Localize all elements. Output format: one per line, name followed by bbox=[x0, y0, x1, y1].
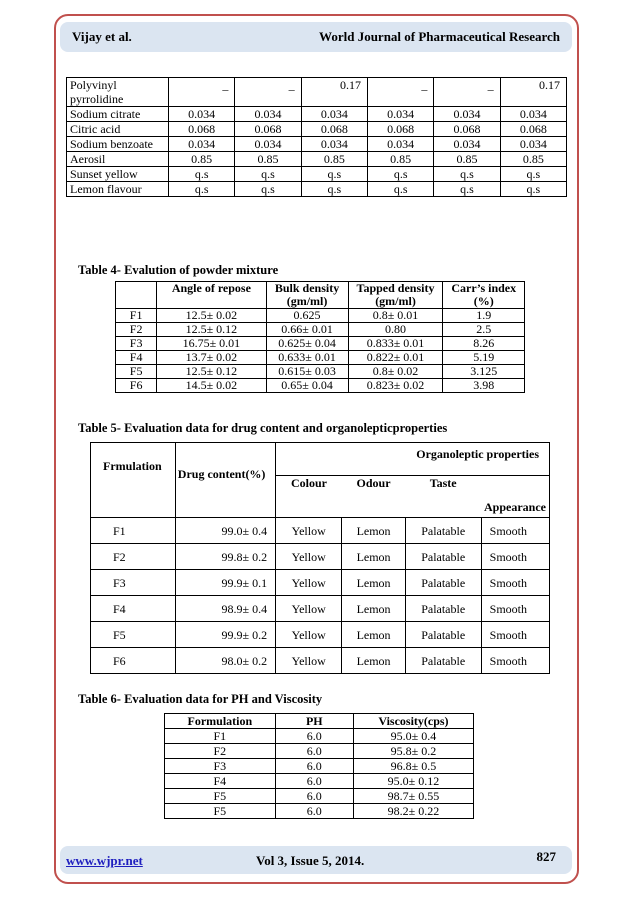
ingredient-amount: _ bbox=[235, 78, 301, 107]
table-cell: 6.0 bbox=[275, 744, 353, 759]
table-cell: 0.823± 0.02 bbox=[348, 379, 443, 393]
table-cell: 0.66± 0.01 bbox=[266, 323, 348, 337]
ingredient-amount: q.s bbox=[235, 182, 301, 197]
table-cell: Palatable bbox=[405, 596, 481, 622]
table-cell: F3 bbox=[91, 570, 176, 596]
table-row bbox=[165, 744, 474, 759]
header-colour: Colour bbox=[276, 476, 342, 518]
ingredient-amount: 0.85 bbox=[500, 152, 566, 167]
ingredient-amount: 0.85 bbox=[169, 152, 235, 167]
column-header: Tapped density (gm/ml) bbox=[348, 282, 443, 309]
ingredient-amount: q.s bbox=[367, 182, 433, 197]
table-cell: F5 bbox=[116, 365, 157, 379]
table-cell: 99.8± 0.2 bbox=[175, 544, 275, 570]
table-cell: Lemon bbox=[342, 518, 406, 544]
table-cell: 12.5± 0.12 bbox=[157, 323, 266, 337]
ingredient-amount: 0.85 bbox=[235, 152, 301, 167]
ingredient-amount: 0.068 bbox=[235, 122, 301, 137]
ingredient-amount: q.s bbox=[434, 167, 500, 182]
table-cell: Smooth bbox=[481, 622, 550, 648]
table-cell: 12.5± 0.02 bbox=[157, 309, 266, 323]
formulation-table-continued bbox=[66, 77, 567, 197]
table-cell: 0.833± 0.01 bbox=[348, 337, 443, 351]
table-cell: 0.80 bbox=[348, 323, 443, 337]
table-cell: Lemon bbox=[342, 648, 406, 674]
table-cell: Smooth bbox=[481, 518, 550, 544]
table-cell: Lemon bbox=[342, 596, 406, 622]
table-row bbox=[67, 107, 567, 122]
ingredient-amount: 0.034 bbox=[301, 137, 367, 152]
table-cell: F5 bbox=[165, 789, 276, 804]
table-row bbox=[67, 122, 567, 137]
column-header: Carr’s index (%) bbox=[443, 282, 525, 309]
ingredient-amount: q.s bbox=[367, 167, 433, 182]
ingredient-amount: q.s bbox=[500, 167, 566, 182]
table-cell: 95.0± 0.12 bbox=[353, 774, 473, 789]
header-appearance: Appearance bbox=[481, 476, 550, 518]
ingredient-name: Polyvinyl pyrrolidine bbox=[67, 78, 169, 107]
table-row bbox=[165, 789, 474, 804]
ingredient-amount: q.s bbox=[301, 182, 367, 197]
table-cell: Smooth bbox=[481, 596, 550, 622]
table-row bbox=[67, 182, 567, 197]
ingredient-amount: q.s bbox=[169, 167, 235, 182]
header-authors: Vijay et al. bbox=[72, 29, 132, 44]
table-cell: 1.9 bbox=[443, 309, 525, 323]
ingredient-amount: q.s bbox=[169, 182, 235, 197]
table-cell: F1 bbox=[116, 309, 157, 323]
ingredient-amount: q.s bbox=[301, 167, 367, 182]
table-cell: F5 bbox=[91, 622, 176, 648]
ingredient-amount: 0.068 bbox=[367, 122, 433, 137]
table-row bbox=[165, 729, 474, 744]
table-cell: 98.7± 0.55 bbox=[353, 789, 473, 804]
table-cell: F1 bbox=[165, 729, 276, 744]
table-row bbox=[67, 167, 567, 182]
table-row bbox=[116, 351, 525, 365]
header-taste: Taste bbox=[429, 476, 457, 490]
journal-url-link[interactable]: www.wjpr.net bbox=[66, 853, 143, 868]
header-drug-content: Drug content(%) bbox=[175, 443, 275, 518]
table-cell: Yellow bbox=[276, 648, 342, 674]
ingredient-amount: q.s bbox=[235, 167, 301, 182]
ingredient-name: Sunset yellow bbox=[67, 167, 169, 182]
table-cell: 2.5 bbox=[443, 323, 525, 337]
table-cell: F1 bbox=[91, 518, 176, 544]
table-cell: F4 bbox=[91, 596, 176, 622]
table-cell: 6.0 bbox=[275, 729, 353, 744]
table-cell: 0.615± 0.03 bbox=[266, 365, 348, 379]
ingredient-amount: 0.068 bbox=[500, 122, 566, 137]
header-formulation: Frmulation bbox=[91, 443, 176, 518]
table-cell: 16.75± 0.01 bbox=[157, 337, 266, 351]
header-organoleptic: Organoleptic properties bbox=[276, 443, 550, 476]
ph-viscosity-table bbox=[164, 713, 474, 819]
table-cell: F6 bbox=[116, 379, 157, 393]
table-cell: Palatable bbox=[405, 570, 481, 596]
table-row bbox=[91, 622, 550, 648]
table-cell: Palatable bbox=[405, 544, 481, 570]
table-cell: 0.822± 0.01 bbox=[348, 351, 443, 365]
table-row bbox=[91, 596, 550, 622]
table-cell: Smooth bbox=[481, 648, 550, 674]
column-header: PH bbox=[275, 714, 353, 729]
table-cell: F2 bbox=[165, 744, 276, 759]
table-cell: 98.9± 0.4 bbox=[175, 596, 275, 622]
table-row bbox=[67, 78, 567, 107]
table-cell: F2 bbox=[91, 544, 176, 570]
ingredient-amount: 0.034 bbox=[301, 107, 367, 122]
table-cell: 0.65± 0.04 bbox=[266, 379, 348, 393]
column-header: Angle of repose bbox=[157, 282, 266, 309]
table-cell: F3 bbox=[165, 759, 276, 774]
table-cell: 6.0 bbox=[275, 774, 353, 789]
table-row bbox=[91, 648, 550, 674]
table-cell: Palatable bbox=[405, 622, 481, 648]
ingredient-name: Citric acid bbox=[67, 122, 169, 137]
ingredient-amount: 0.034 bbox=[500, 107, 566, 122]
table-cell: 3.125 bbox=[443, 365, 525, 379]
table-row bbox=[67, 152, 567, 167]
table-row bbox=[116, 337, 525, 351]
ingredient-amount: _ bbox=[434, 78, 500, 107]
table-cell: 0.8± 0.01 bbox=[348, 309, 443, 323]
column-header bbox=[116, 282, 157, 309]
table-cell: 5.19 bbox=[443, 351, 525, 365]
table-cell: 99.9± 0.1 bbox=[175, 570, 275, 596]
ingredient-amount: q.s bbox=[434, 182, 500, 197]
table6-caption: Table 6- Evaluation data for PH and Viscosity bbox=[78, 692, 323, 706]
table-cell: Yellow bbox=[276, 596, 342, 622]
table-cell: 0.625± 0.04 bbox=[266, 337, 348, 351]
table-cell: 13.7± 0.02 bbox=[157, 351, 266, 365]
table-row bbox=[91, 544, 550, 570]
table-cell: 95.8± 0.2 bbox=[353, 744, 473, 759]
table-cell: F4 bbox=[165, 774, 276, 789]
table-cell: Lemon bbox=[342, 570, 406, 596]
table-cell: 96.8± 0.5 bbox=[353, 759, 473, 774]
table-cell: Lemon bbox=[342, 622, 406, 648]
ingredient-amount: 0.034 bbox=[169, 107, 235, 122]
page-number: 827 bbox=[536, 849, 556, 864]
running-header bbox=[60, 22, 572, 52]
ingredient-amount: _ bbox=[367, 78, 433, 107]
table-cell: Palatable bbox=[405, 648, 481, 674]
table-cell: 6.0 bbox=[275, 789, 353, 804]
ingredient-amount: 0.17 bbox=[500, 78, 566, 107]
ingredient-amount: 0.034 bbox=[235, 107, 301, 122]
table-cell: 98.0± 0.2 bbox=[175, 648, 275, 674]
column-header: Formulation bbox=[165, 714, 276, 729]
ingredient-amount: 0.068 bbox=[169, 122, 235, 137]
table-cell: F3 bbox=[116, 337, 157, 351]
table-cell: Smooth bbox=[481, 544, 550, 570]
column-header: Bulk density (gm/ml) bbox=[266, 282, 348, 309]
ingredient-amount: 0.85 bbox=[301, 152, 367, 167]
ingredient-amount: 0.034 bbox=[367, 137, 433, 152]
table-cell: 98.2± 0.22 bbox=[353, 804, 473, 819]
ingredient-amount: 0.068 bbox=[434, 122, 500, 137]
running-footer bbox=[60, 846, 572, 874]
ingredient-amount: 0.034 bbox=[367, 107, 433, 122]
table-cell: 99.0± 0.4 bbox=[175, 518, 275, 544]
ingredient-amount: 0.034 bbox=[235, 137, 301, 152]
table-row bbox=[116, 309, 525, 323]
powder-mixture-table bbox=[115, 281, 525, 393]
table-cell: 0.8± 0.02 bbox=[348, 365, 443, 379]
ingredient-amount: 0.85 bbox=[434, 152, 500, 167]
table-cell: F6 bbox=[91, 648, 176, 674]
ingredient-amount: 0.034 bbox=[434, 137, 500, 152]
ingredient-amount: 0.034 bbox=[169, 137, 235, 152]
table5-caption: Table 5- Evaluation data for drug content and organolepticproperties bbox=[78, 421, 448, 435]
drug-content-table bbox=[90, 442, 550, 674]
ingredient-amount: 0.17 bbox=[301, 78, 367, 107]
table-cell: 95.0± 0.4 bbox=[353, 729, 473, 744]
volume-issue: Vol 3, Issue 5, 2014. bbox=[256, 853, 365, 868]
table-row bbox=[91, 518, 550, 544]
table-cell: Yellow bbox=[276, 570, 342, 596]
table-row bbox=[116, 323, 525, 337]
column-header: Viscosity(cps) bbox=[353, 714, 473, 729]
table-row bbox=[165, 774, 474, 789]
table-cell: 3.98 bbox=[443, 379, 525, 393]
table-row bbox=[165, 759, 474, 774]
table-cell: F4 bbox=[116, 351, 157, 365]
table-cell: 99.9± 0.2 bbox=[175, 622, 275, 648]
ingredient-amount: 0.034 bbox=[434, 107, 500, 122]
table-row bbox=[67, 137, 567, 152]
table-cell: 12.5± 0.12 bbox=[157, 365, 266, 379]
header-odour: Odour bbox=[356, 476, 391, 490]
table-cell: Yellow bbox=[276, 544, 342, 570]
table-cell: 8.26 bbox=[443, 337, 525, 351]
table-cell: Yellow bbox=[276, 622, 342, 648]
table4-caption: Table 4- Evalution of powder mixture bbox=[78, 263, 279, 277]
table-cell: F5 bbox=[165, 804, 276, 819]
table-cell: Palatable bbox=[405, 518, 481, 544]
ingredient-amount: q.s bbox=[500, 182, 566, 197]
ingredient-name: Sodium citrate bbox=[67, 107, 169, 122]
table-row bbox=[116, 365, 525, 379]
table-cell: Smooth bbox=[481, 570, 550, 596]
table-cell: F2 bbox=[116, 323, 157, 337]
ingredient-amount: 0.068 bbox=[301, 122, 367, 137]
ingredient-amount: 0.85 bbox=[367, 152, 433, 167]
table-row bbox=[91, 570, 550, 596]
table-cell: 0.633± 0.01 bbox=[266, 351, 348, 365]
table-cell: 6.0 bbox=[275, 804, 353, 819]
ingredient-amount: 0.034 bbox=[500, 137, 566, 152]
table-cell: Yellow bbox=[276, 518, 342, 544]
ingredient-amount: _ bbox=[169, 78, 235, 107]
ingredient-name: Sodium benzoate bbox=[67, 137, 169, 152]
table-row bbox=[116, 379, 525, 393]
header-journal: World Journal of Pharmaceutical Research bbox=[319, 29, 560, 44]
ingredient-name: Lemon flavour bbox=[67, 182, 169, 197]
table-cell: 0.625 bbox=[266, 309, 348, 323]
table-cell: 6.0 bbox=[275, 759, 353, 774]
table-cell: 14.5± 0.02 bbox=[157, 379, 266, 393]
table-cell: Lemon bbox=[342, 544, 406, 570]
ingredient-name: Aerosil bbox=[67, 152, 169, 167]
table-row bbox=[165, 804, 474, 819]
